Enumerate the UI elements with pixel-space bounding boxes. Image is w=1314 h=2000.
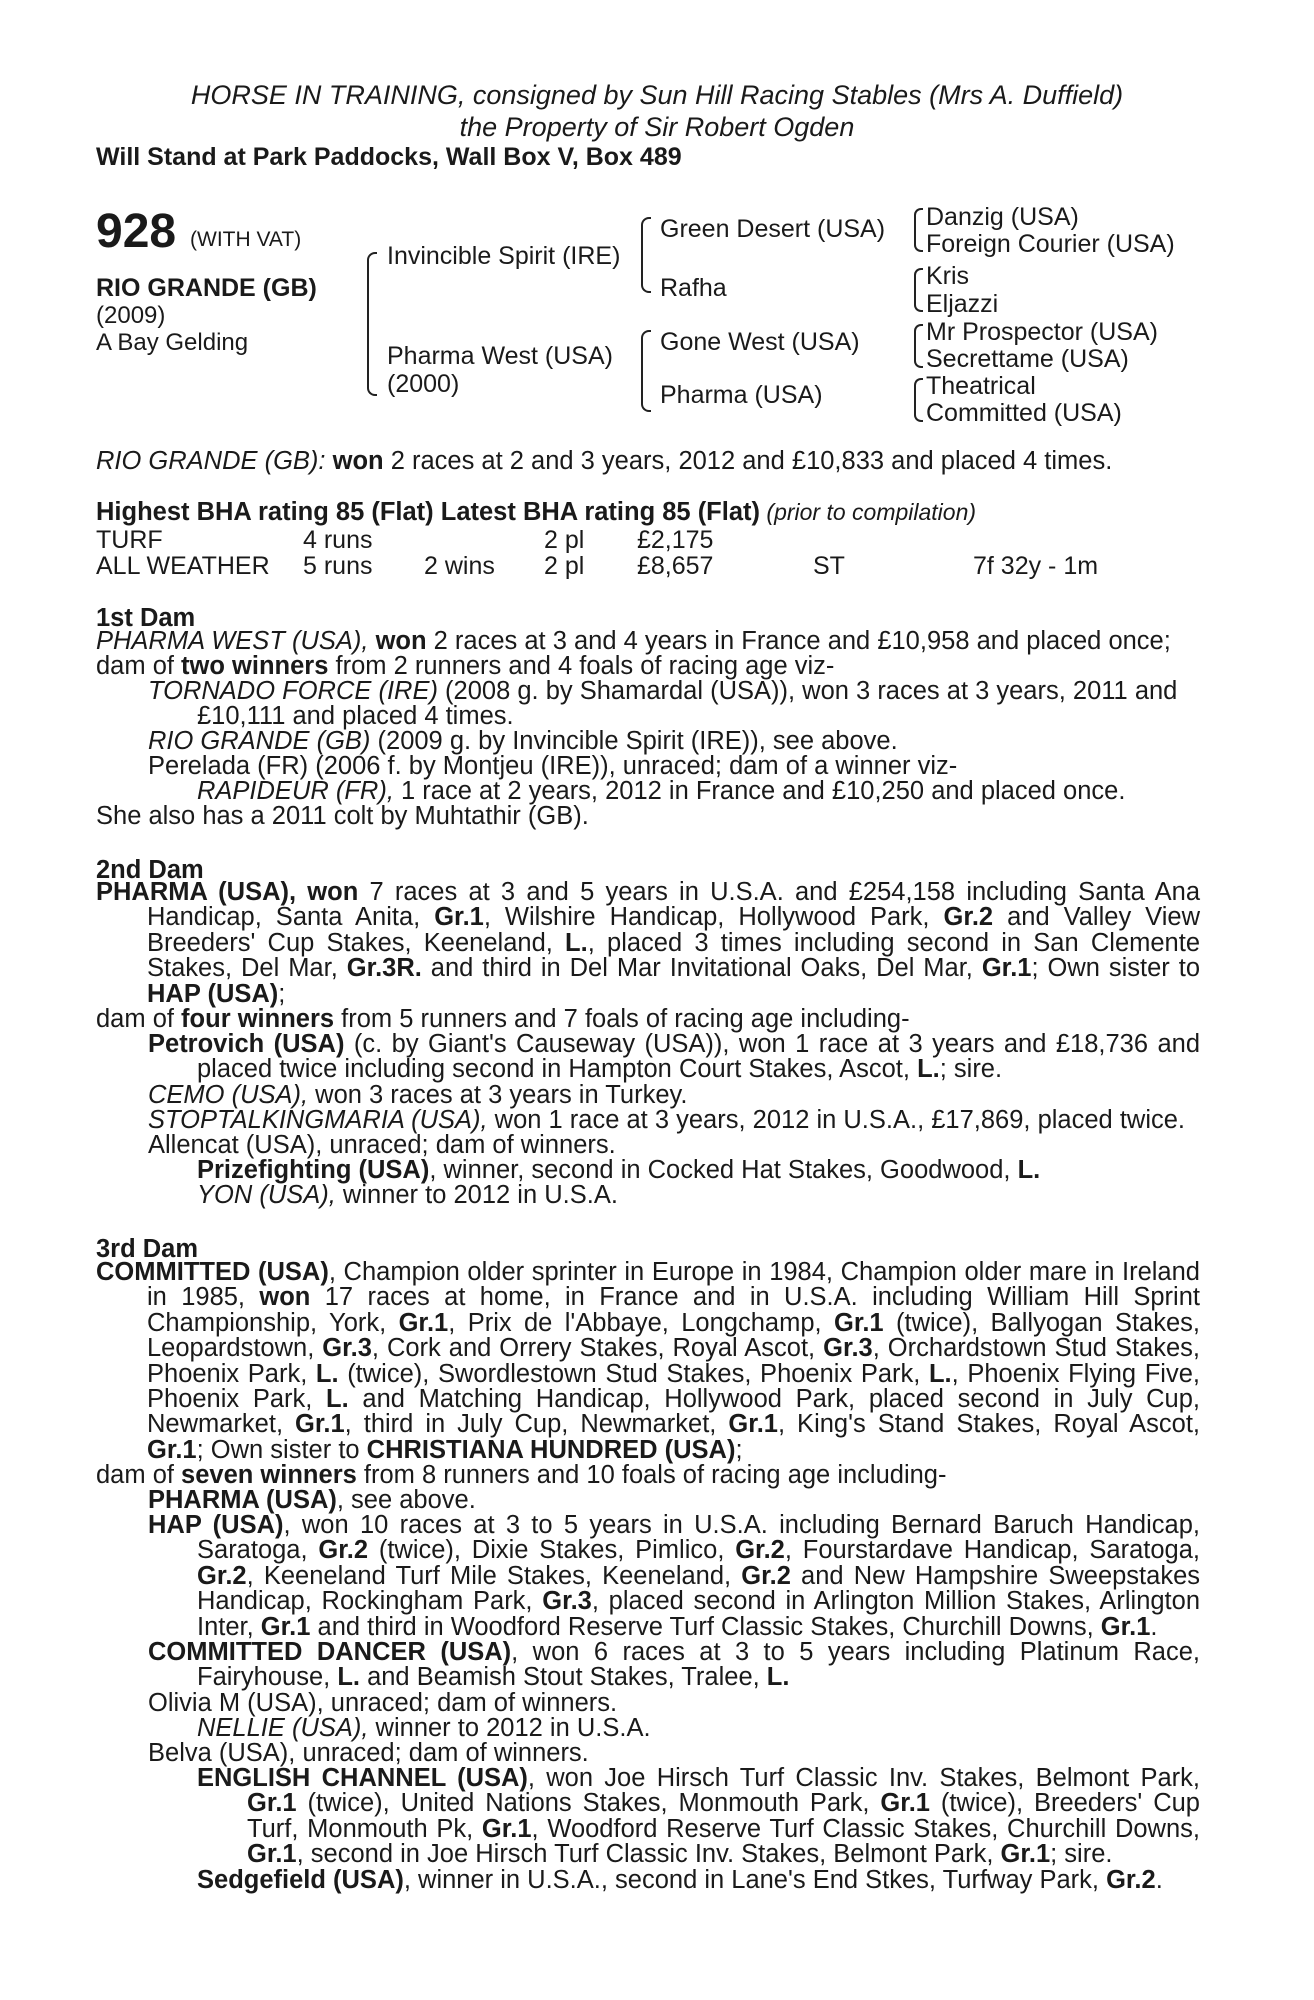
dam2-petrovich-paragraph: Petrovich (USA) (c. by Giant's Causeway (USA)), won 1 race at 3 years and £18,736 and placed twice including second in Hampton Court Stakes, Ascot, L.; sire. [148,1030,1200,1084]
aw-runs: 5 runs [303,552,373,580]
pedigree-brace-main [367,252,377,396]
pedigree-brace-dam [641,330,651,412]
dam1-title: 1st Dam [96,604,196,632]
pedigree-gg5: Mr Prospector (USA) [926,318,1158,346]
lot-number: 928 [96,205,177,258]
dam3-committed-paragraph: COMMITTED (USA), Champion older sprinter in Europe in 1984, Champion older mare in Ireland in 1985, won 17 races at home, in France and in U.S.A. including William Hill Sprint Championship, York, Gr.1, Prix de l'Abbaye, Longchamp, Gr.1 (twice), Ballyogan Stakes, Leopardstown, Gr.3, Cork and Orrery Stakes, Royal Ascot, Gr.3, Orchardstown Stud Stakes, Phoenix Park, L. (twice), Swordlestown Stud Stakes, Phoenix Park, L., Phoenix Flying Five, Phoenix Park, L. and Matching Handicap, Hollywood Park, placed second in July Cup, Newmarket, Gr.1, third in July Cup, Newmarket, Gr.1, King's Stand Stakes, Royal Ascot, Gr.1; Own sister to CHRISTIANA HUNDRED (USA); [96,1258,1200,1464]
aw-distance: 7f 32y - 1m [973,552,1099,580]
pedigree-sire-sire: Green Desert (USA) [660,215,886,243]
dam1-line7: RAPIDEUR (FR), 1 race at 2 years, 2012 in France and £10,250 and placed once. [197,777,1126,805]
dam2-yon: YON (USA), winner to 2012 in U.S.A. [197,1181,618,1209]
pedigree-brace-g2 [914,268,923,312]
bha-rating: Highest BHA rating 85 (Flat) Latest BHA rating 85 (Flat) (prior to compilation) [96,498,977,526]
pedigree-gg3: Kris [926,262,970,290]
pedigree-dam-sire: Gone West (USA) [660,328,860,356]
dam1-line1: PHARMA WEST (USA), won 2 races at 3 and 4 years in France and £10,958 and placed once; [96,627,1171,655]
turf-runs: 4 runs [303,526,373,554]
dam2-title: 2nd Dam [96,856,204,884]
aw-prize: £8,657 [637,552,714,580]
pedigree-brace-g3 [914,324,923,368]
lot-vat: (WITH VAT) [190,228,302,251]
horse-description: A Bay Gelding [96,329,249,356]
pedigree-brace-g4 [914,378,923,422]
dam3-nellie: NELLIE (USA), winner to 2012 in U.S.A. [197,1714,651,1742]
horse-name: RIO GRANDE (GB) [96,274,317,302]
race-summary: RIO GRANDE (GB): won 2 races at 2 and 3 years, 2012 and £10,833 and placed 4 times. [96,447,1113,475]
pedigree-gg7: Theatrical [926,372,1036,400]
dam1-line2: dam of two winners from 2 runners and 4 foals of racing age viz- [96,652,835,680]
dam3-belva: Belva (USA), unraced; dam of winners. [148,1739,589,1767]
header-consignor: HORSE IN TRAINING, consigned by Sun Hill Racing Stables (Mrs A. Duffield) [190,80,1124,110]
turf-label: TURF [96,526,163,554]
pedigree-gg6: Secrettame (USA) [926,345,1129,373]
aw-placed: 2 pl [544,552,585,580]
pedigree-dam-dam: Pharma (USA) [660,381,823,409]
pedigree-sire: Invincible Spirit (IRE) [387,242,621,270]
aw-label: ALL WEATHER [96,552,270,580]
dam3-produce-line: dam of seven winners from 8 runners and 10 foals of racing age including- [96,1461,947,1489]
pedigree-gg4: Eljazzi [926,290,999,318]
dam2-produce-line: dam of four winners from 5 runners and 7 foals of racing age including- [96,1005,910,1033]
dam1-line6: Perelada (FR) (2006 f. by Montjeu (IRE)), unraced; dam of a winner viz- [148,752,958,780]
dam2-prizefighting: Prizefighting (USA), winner, second in Cocked Hat Stakes, Goodwood, L. [197,1156,1041,1184]
aw-surface: ST [813,552,845,580]
dam3-hap-paragraph: HAP (USA), won 10 races at 3 to 5 years in U.S.A. including Bernard Baruch Handicap, Saratoga, Gr.2 (twice), Dixie Stakes, Pimlico, Gr.2, Fourstardave Handicap, Saratoga, Gr.2, Keeneland Turf Mile Stakes, Keeneland, Gr.2 and New Hampshire Sweepstakes Handicap, Rockingham Park, Gr.3, placed second in Arlington Million Stakes, Arlington Inter, Gr.1 and third in Woodford Reserve Turf Classic Stakes, Churchill Downs, Gr.1. [148,1511,1201,1641]
pedigree-gg1: Danzig (USA) [926,203,1079,231]
pedigree-gg8: Committed (USA) [926,399,1122,427]
pedigree-brace-sire [641,217,651,293]
dam1-line5: RIO GRANDE (GB) (2009 g. by Invincible Spirit (IRE)), see above. [148,727,898,755]
dam3-pharma: PHARMA (USA), see above. [148,1486,476,1514]
turf-placed: 2 pl [544,526,585,554]
header-property: the Property of Sir Robert Ogden [459,112,855,142]
pedigree-sire-dam: Rafha [660,274,727,302]
dam3-committed-dancer-paragraph: COMMITTED DANCER (USA), won 6 races at 3 to 5 years including Platinum Race, Fairyhouse, L. and Beamish Stout Stakes, Tralee, L. [148,1638,1200,1692]
dam2-stoptalkingmaria: STOPTALKINGMARIA (USA), won 1 race at 3 years, 2012 in U.S.A., £17,869, placed twice. [148,1106,1185,1134]
dam1-line8: She also has a 2011 colt by Muhtathir (GB). [96,802,589,830]
dam1-line3: TORNADO FORCE (IRE) (2008 g. by Shamardal (USA)), won 3 races at 3 years, 2011 and [148,677,1178,705]
pedigree-dam: Pharma West (USA) [387,342,613,370]
dam2-allencat: Allencat (USA), unraced; dam of winners. [148,1131,616,1159]
dam3-sedgefield: Sedgefield (USA), winner in U.S.A., second in Lane's End Stkes, Turfway Park, Gr.2. [197,1866,1163,1894]
pedigree-gg2: Foreign Courier (USA) [926,230,1175,258]
dam3-olivia: Olivia M (USA), unraced; dam of winners. [148,1689,618,1717]
aw-wins: 2 wins [424,552,495,580]
dam2-cemo: CEMO (USA), won 3 races at 3 years in Turkey. [148,1081,688,1109]
dam1-line4: £10,111 and placed 4 times. [197,702,514,730]
dam2-pharma-paragraph: PHARMA (USA), won 7 races at 3 and 5 years in U.S.A. and £254,158 including Santa Ana Handicap, Santa Anita, Gr.1, Wilshire Handicap, Hollywood Park, Gr.2 and Valley View Breeders' Cup Stakes, Keeneland, L., placed 3 times including second in San Clemente Stakes, Del Mar, Gr.3R. and third in Del Mar Invitational Oaks, Del Mar, Gr.1; Own sister to HAP (USA); [96,878,1201,1008]
dam3-english-channel-paragraph: ENGLISH CHANNEL (USA), won Joe Hirsch Turf Classic Inv. Stakes, Belmont Park, Gr.1 (twice), United Nations Stakes, Monmouth Park, Gr.1 (twice), Breeders' Cup Turf, Monmouth Pk, Gr.1, Woodford Reserve Turf Classic Stakes, Churchill Downs, Gr.1, second in Joe Hirsch Turf Classic Inv. Stakes, Belmont Park, Gr.1; sire. [197,1764,1200,1869]
horse-year: (2009) [96,302,166,329]
pedigree-dam-year: (2000) [387,370,460,398]
header-location: Will Stand at Park Paddocks, Wall Box V, Box 489 [96,143,682,171]
pedigree-brace-g1 [914,208,923,252]
turf-prize: £2,175 [637,526,714,554]
dam3-title: 3rd Dam [96,1235,199,1263]
